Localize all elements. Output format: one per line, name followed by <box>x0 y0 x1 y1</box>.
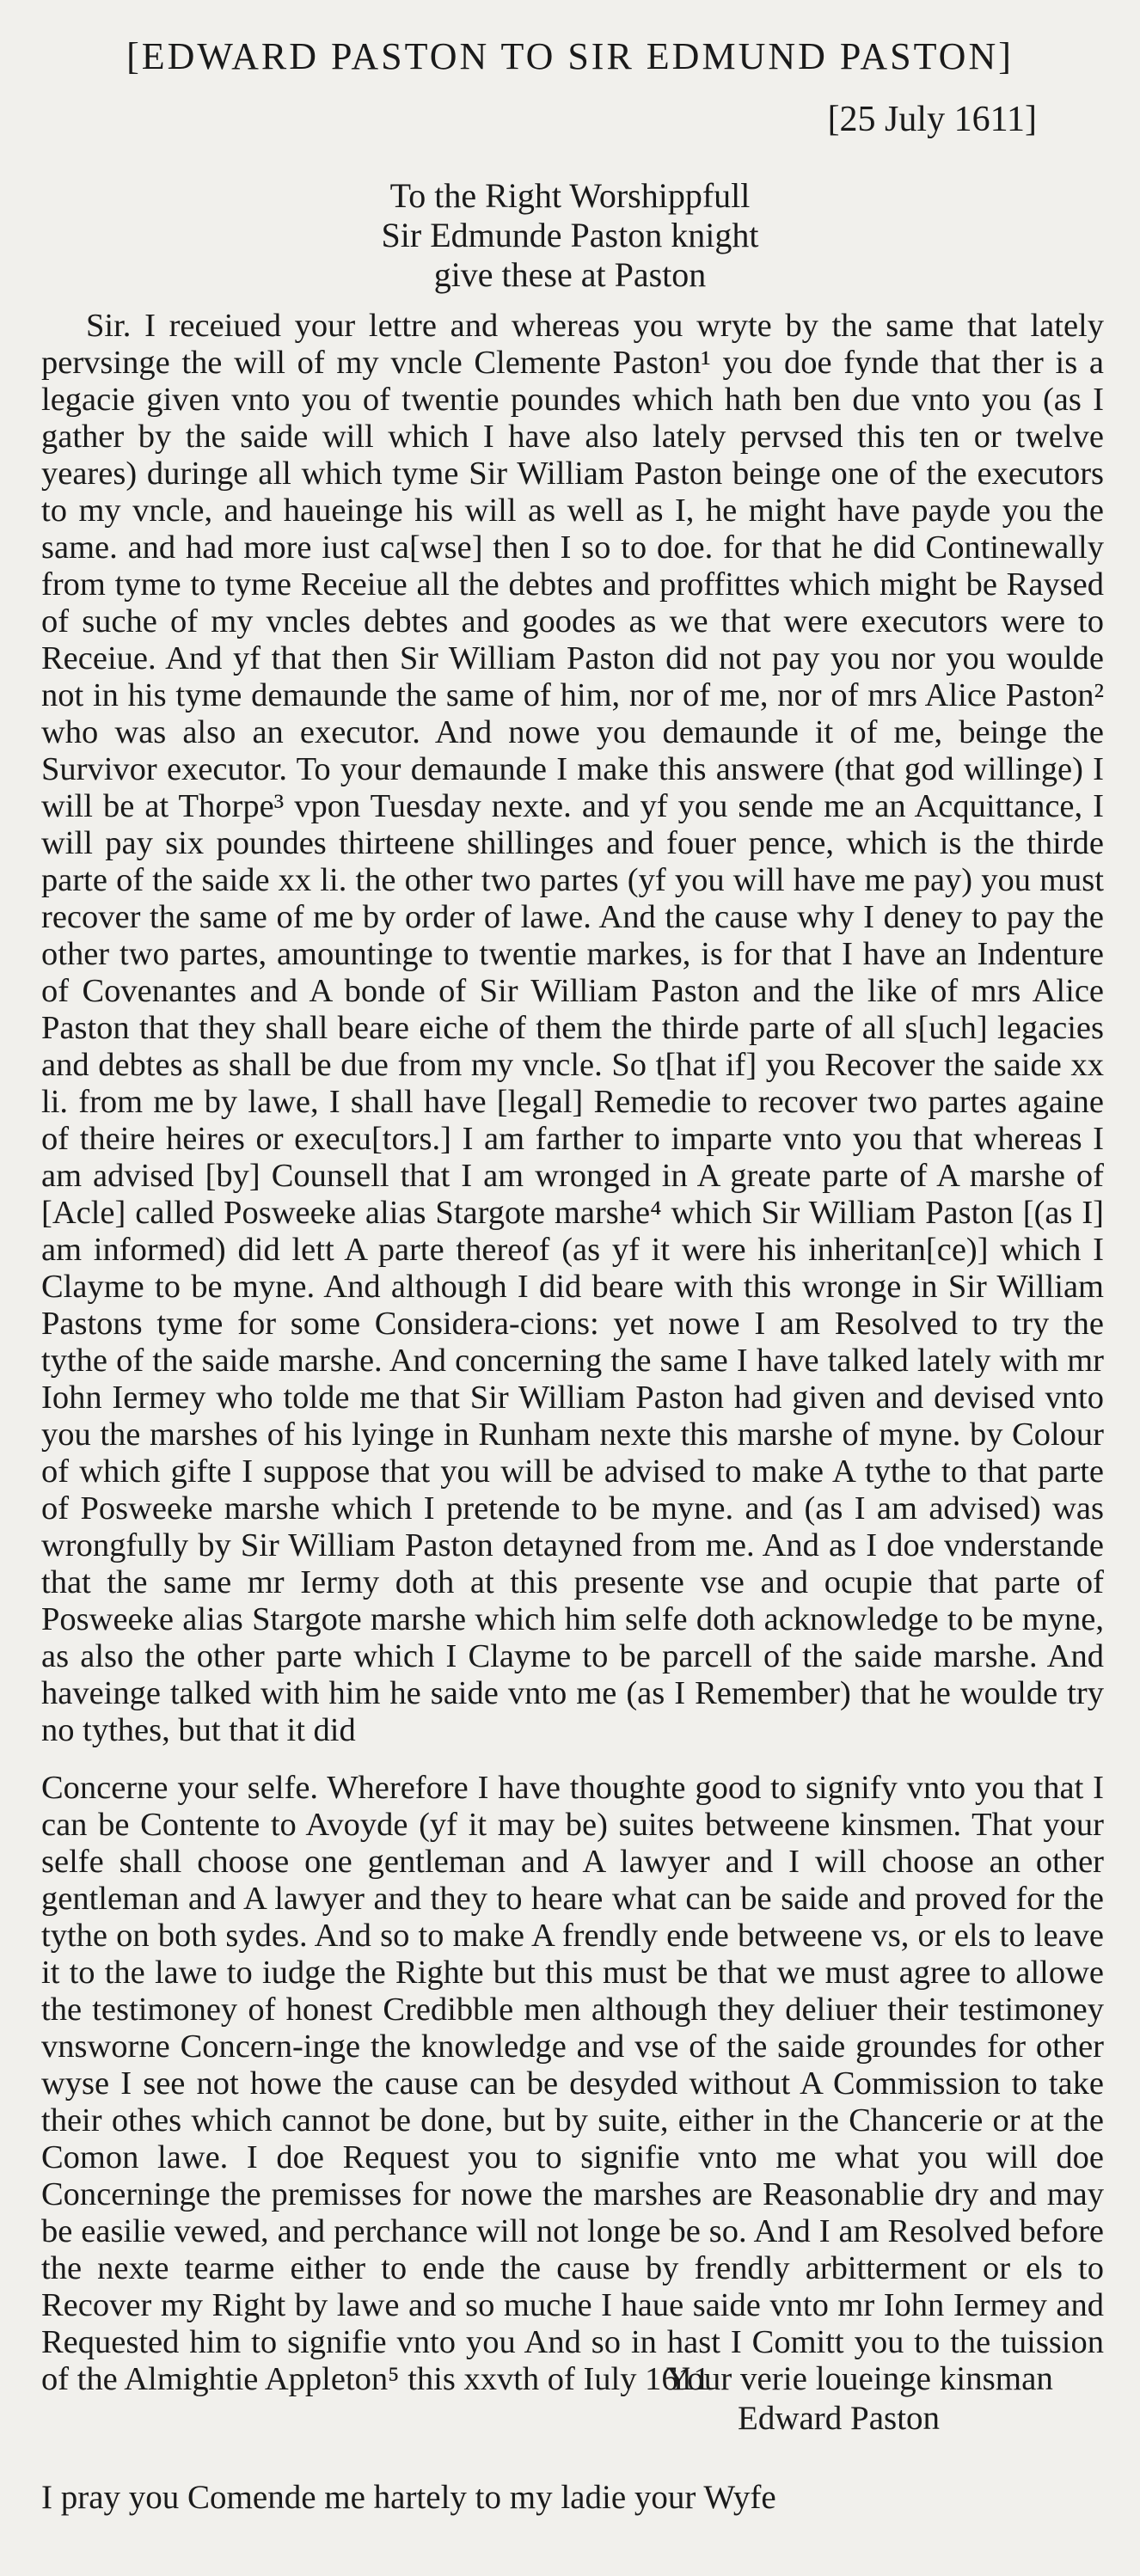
body-paragraph: Sir. I receiued your lettre and whereas you wryte by the same that lately pervsinge the will of my vncle Clemente Paston¹ you doe fynde that ther is a legacie given vnto you of twentie poundes which hath ben due vnto you (as I gather by the saide will which I have also lately pervsed this ten or twelve yeares) duringe all which tyme Sir William Paston beinge one of the executors to my vncle, and haueinge his will as well as I, he might have payde you the same. and had more iust ca[wse] then I so to doe. for that he did Continewally from tyme to tyme Receiue all the debtes and proffittes which might be Raysed of suche of my vncles debtes and goodes as we that were executors were to Receiue. And yf that then Sir William Paston did not pay you nor you woulde not in his tyme demaunde the same of him, nor of me, nor of mrs Alice Paston² who was also an executor. And nowe you demaunde it of me, beinge the Survivor executor. To your demaunde I make this answere (that god willinge) I will be at Thorpe³ vpon Tuesday nexte. and yf you sende me an Acquittance, I will pay six poundes thirteene shillinges and fouer pence, which is the thirde parte of the saide xx li. the other two partes (yf you will have me pay) you must recover the same of me by order of lawe. And the cause why I deney to pay the other two partes, amountinge to twentie markes, is for that I have an Indenture of Covenantes and A bonde of Sir William Paston and the like of mrs Alice Paston that they shall beare eiche of them the thirde parte of all s[uch] legacies and debtes as shall be due from my vncle. So t[hat if] you Recover the saide xx li. from me by lawe, I shall have [legal] Remedie to recover two partes againe of theire heires or execu[tors.] I am farther to imparte vnto you that whereas I am advised [by] Counsell that I am wronged in A greate parte of A marshe of [Acle] called Posweeke alias Stargote marshe⁴ which Sir William Paston [(as I] am informed) did lett A parte thereof (as yf it were his inheritan[ce)] which I Clayme to be myne. And although I did beare with this wronge in Sir William Pastons tyme for some Considera-cions: yet nowe I am Resolved to try the tythe of the saide marshe. And concerning the same I have talked lately with mr Iohn Iermey who tolde me that Sir William Paston had given and devised vnto you the marshes of his lyinge in Runham nexte this marshe of myne. by Colour of which gifte I suppose that you will be advised to make A tythe to that parte of Posweeke marshe which I pretende to be myne. and (as I am advised) was wrongfully by Sir William Paston detayned from me. And as I doe vnderstande that the same mr Iermy doth at this presente vse and ocupie that parte of Posweeke alias Stargote marshe which him selfe doth acknowledge to be myne, as also the other parte which I Clayme to be parcell of the saide marshe. And haveinge talked with him he saide vnto me (as I Remember) that he woulde try no tythes, but that it did <box>41 308 1104 1748</box>
closing-line: Your verie loueinge kinsman <box>666 2360 1053 2397</box>
letter-heading: [EDWARD PASTON TO SIR EDMUND PASTON] <box>126 35 1014 77</box>
address-line: Sir Edmunde Paston knight <box>381 216 759 254</box>
signature-name: Edward Paston <box>738 2400 941 2437</box>
letter-date: [25 July 1611] <box>827 100 1037 139</box>
address-line: give these at Paston <box>433 255 707 294</box>
body-paragraph: Concerne your selfe. Wherefore I have thoughte good to signify vnto you that I can be Contente to Avoyde (yf it may be) suites betweene kinsmen. That your selfe shall choose one gentleman and A lawyer and I will choose an other gentleman and A lawyer and they to heare what can be saide and proved for the tythe on both sydes. And so to make A frendly ende betweene vs, or els to leave it to the lawe to iudge the Righte but this must be that we must agree to allowe the testimoney of honest Credibble men although they deliuer their testimoney vnsworne Concern-inge the knowledge and vse of the saide groundes for other wyse I see not howe the cause can be desyded without A Commission to take their othes which cannot be done, but by suite, either in the Chancerie or at the Comon lawe. I doe Request you to signifie vnto me what you will doe Concerninge the premisses for nowe the marshes are Reasonablie dry and may be easilie vewed, and perchance will not longe be so. And I am Resolved before the nexte tearme either to ende the cause by frendly arbitterment or els to Recover my Right by lawe and so muche I haue saide vnto mr Iohn Iermey and Requested him to signifie vnto you And so in hast I Comitt you to the tuission of the Almightie Appleton⁵ this xxvth of Iuly 1611 <box>41 1770 1104 2397</box>
address-line: To the Right Worshippfull <box>389 176 751 215</box>
postscript: I pray you Comende me hartely to my ladie your Wyfe <box>41 2479 776 2516</box>
address-block <box>0 176 1140 295</box>
letter-body <box>41 308 1104 2398</box>
